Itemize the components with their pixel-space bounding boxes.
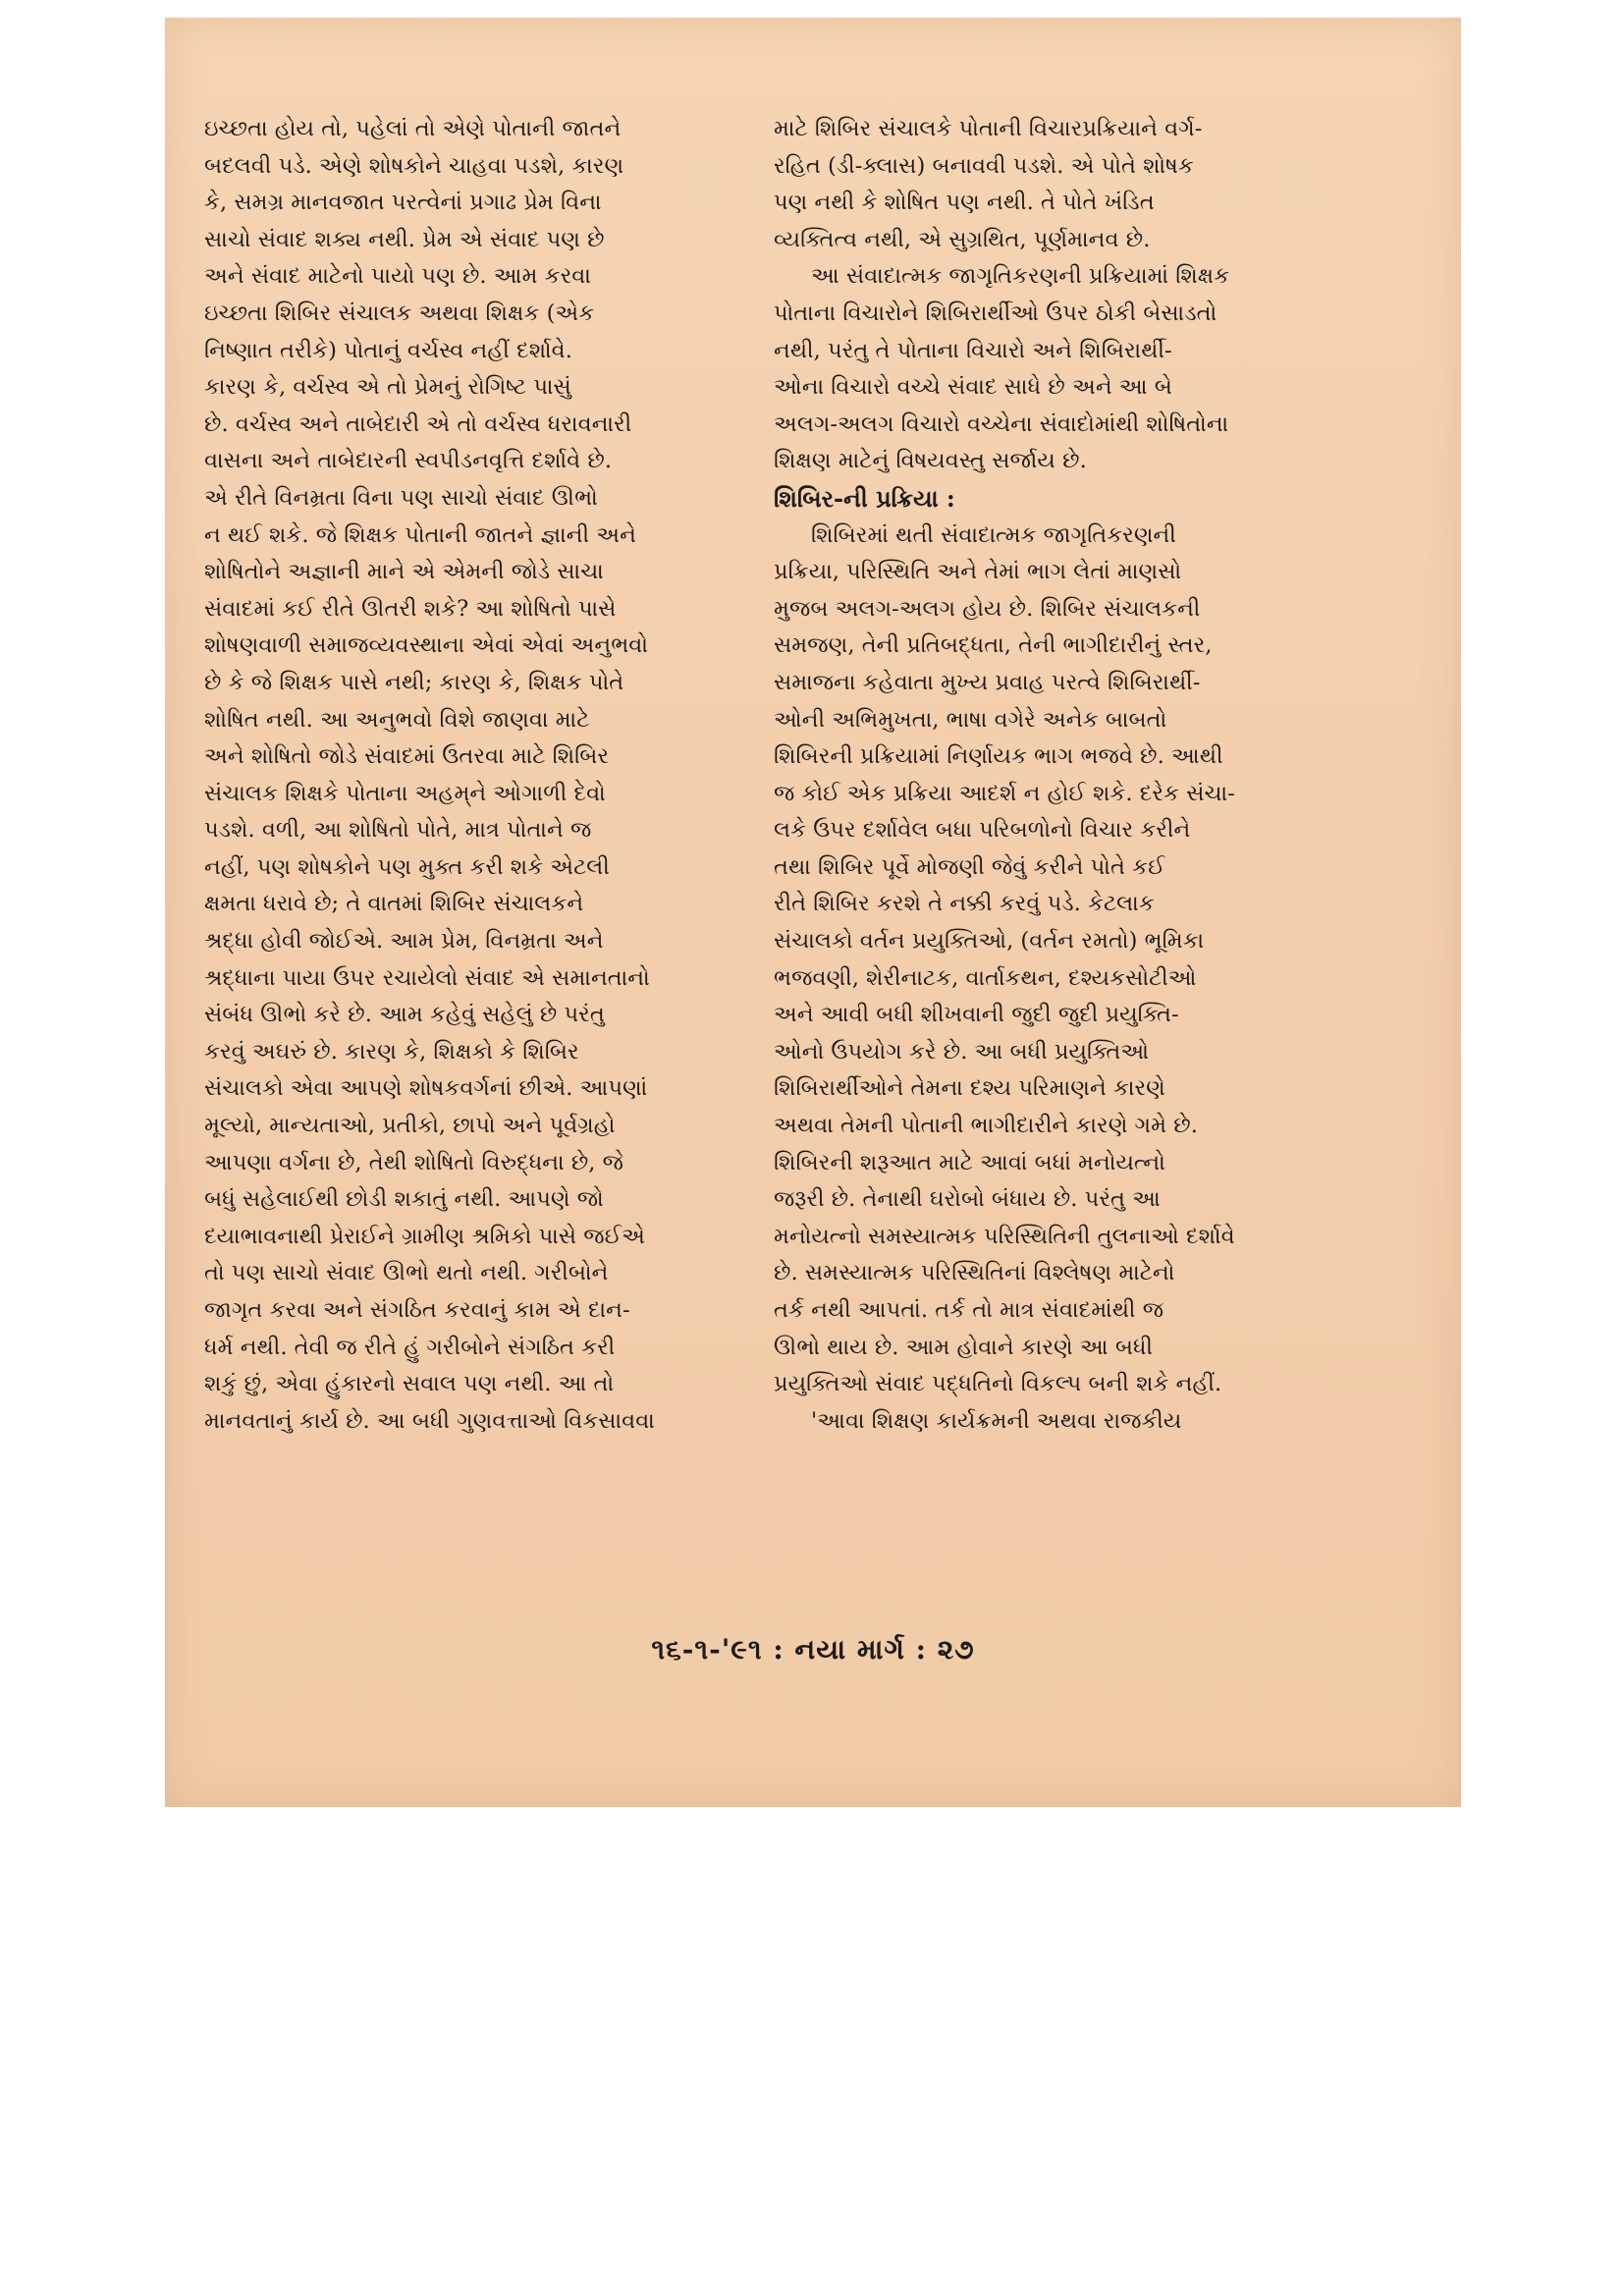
text-line: શિબિરની શરૂઆત માટે આવાં બધાં મનોયત્નો	[774, 1149, 1165, 1175]
text-line: આપણા વર્ગના છે, તેથી શોષિતો વિરુદ્ધના છે, જે	[204, 1149, 624, 1175]
text-line: એ રીતે વિનમ્રતા વિના પણ સાચો સંવાદ ઊભો	[204, 484, 598, 511]
scanned-page	[165, 18, 1461, 1807]
text-line: શોષિત નથી. આ અનુભવો વિશે જાણવા માટે	[204, 706, 590, 733]
text-line: મુજબ અલગ-અલગ હોય છે. શિબિર સંચાલકની	[774, 595, 1201, 622]
text-line: આ સંવાદાત્મક જાગૃતિકરણની પ્રક્રિયામાં શિક્ષક	[811, 263, 1230, 290]
text-line: બધું સહેલાઈથી છોડી શકાતું નથી. આપણે જો	[204, 1186, 604, 1213]
text-line: ઊભો થાય છે. આમ હોવાને કારણે આ બધી	[774, 1334, 1153, 1360]
text-line: પણ નથી કે શોષિત પણ નથી. તે પોતે ખંડિત	[774, 190, 1155, 216]
text-line: શકું છું, એવા હુંકારનો સવાલ પણ નથી. આ તો	[204, 1371, 615, 1397]
text-line: અલગ-અલગ વિચારો વચ્ચેના સંવાદોમાંથી શોષિતોના	[774, 410, 1229, 437]
text-line: સંચાલકો એવા આપણે શોષકવર્ગનાં છીએ. આપણાં	[204, 1075, 648, 1102]
text-line: પોતાના વિચારોને શિબિરાર્થીઓ ઉપર ઠોકી બેસાડતો	[774, 300, 1217, 326]
text-line: પ્રયુક્તિઓ સંવાદ પદ્ધતિનો વિકલ્પ બની શકે નહીં.	[774, 1371, 1222, 1397]
text-line: બદલવી પડે. એણે શોષકોને ચાહવા પડશે, કારણ	[204, 152, 624, 179]
text-line: છે. વર્ચસ્વ અને તાબેદારી એ તો વર્ચસ્વ ધરાવનારી	[204, 410, 632, 437]
text-line: નથી, પરંતુ તે પોતાના વિચારો અને શિબિરાર્થી-	[774, 337, 1172, 363]
text-line: શિબિરમાં થતી સંવાદાત્મક જાગૃતિકરણની	[811, 521, 1176, 548]
text-line: કારણ કે, વર્ચસ્વ એ તો પ્રેમનું રોગિષ્ટ પાસું	[204, 374, 571, 401]
text-line: ઇચ્છતા હોય તો, પહેલાં તો એણે પોતાની જાતને	[204, 116, 622, 141]
text-line: માટે શિબિર સંચાલકે પોતાની વિચારપ્રક્રિયાને વર્ગ-	[774, 116, 1203, 141]
text-line: સંવાદમાં કઈ રીતે ઊતરી શકે? આ શોષિતો પાસે	[204, 595, 617, 622]
text-line: લકે ઉપર દર્શાવેલ બધા પરિબળોનો વિચાર કરીને	[774, 817, 1191, 844]
text-line: કે, સમગ્ર માનવજાત પરત્વેનાં પ્રગાઢ પ્રેમ વિના	[204, 190, 602, 216]
text-line: ઇચ્છતા શિબિર સંચાલક અથવા શિક્ષક (એક	[204, 300, 595, 326]
text-line: તર્ક નથી આપતાં. તર્ક તો માત્ર સંવાદમાંથી જ	[774, 1297, 1164, 1323]
text-line: ક્ષમતા ધરાવે છે; તે વાતમાં શિબિર સંચાલકને	[204, 891, 584, 917]
text-line: ઓના વિચારો વચ્ચે સંવાદ સાધે છે અને આ બે	[774, 374, 1172, 401]
text-line: શોષિતોને અજ્ઞાની માને એ એમની જોડે સાચા	[204, 559, 604, 585]
text-line: શિબિરની પ્રક્રિયામાં નિર્ણાયક ભાગ ભજવે છે. આથી	[774, 743, 1223, 770]
text-line: જરૂરી છે. તેનાથી ઘરોબો બંધાય છે. પરંતુ આ	[774, 1186, 1161, 1213]
text-line: ધર્મ નથી. તેવી જ રીતે હું ગરીબોને સંગઠિત કરી	[204, 1334, 616, 1360]
text-line: છે કે જે શિક્ષક પાસે નથી; કારણ કે, શિક્ષક પોતે	[204, 669, 624, 695]
text-line: સંચાલકો વર્તન પ્રયુક્તિઓ, (વર્તન રમતો) ભૂમિકા	[774, 928, 1205, 955]
page-footer: ૧૬-૧-'૯૧ : નયા માર્ગ : ૨૭	[651, 1633, 975, 1666]
text-line: સમજણ, તેની પ્રતિબદ્ધતા, તેની ભાગીદારીનું સ્તર,	[774, 632, 1213, 659]
text-line: તથા શિબિર પૂર્વે મોજણી જેવું કરીને પોતે કઈ	[774, 853, 1165, 880]
text-line: દયાભાવનાથી પ્રેરાઈને ગ્રામીણ શ્રમિકો પાસે જઈએ	[204, 1223, 645, 1249]
text-line: અથવા તેમની પોતાની ભાગીદારીને કારણે ગમે છે.	[774, 1113, 1198, 1139]
text-line: સાચો સંવાદ શક્ય નથી. પ્રેમ એ સંવાદ પણ છે	[204, 226, 605, 252]
text-line: વાસના અને તાબેદારની સ્વપીડનવૃત્તિ દર્શાવે છે.	[204, 448, 613, 474]
text-line: શિક્ષણ માટેનું વિષયવસ્તુ સર્જાય છે.	[774, 448, 1087, 474]
text-line: કરવું અઘરું છે. કારણ કે, શિક્ષકો કે શિબિર	[204, 1038, 579, 1065]
text-line: ભજવણી, શેરીનાટક, વાર્તાકથન, દશ્યકસોટીઓ	[774, 964, 1197, 991]
text-line: ઓની અભિમુખતા, ભાષા વગેરે અનેક બાબતો	[774, 706, 1167, 733]
text-line: સંચાલક શિક્ષકે પોતાના અહમ્‌ને ઓગાળી દેવો	[204, 780, 606, 806]
text-line: રીતે શિબિર કરશે તે નક્કી કરવું પડે. કેટલાક	[774, 891, 1155, 917]
text-line: અને આવી બધી શીખવાની જુદી જુદી પ્રયુક્તિ-	[774, 1002, 1179, 1028]
text-line: છે. સમસ્યાત્મક પરિસ્થિતિનાં વિશ્લેષણ માટેનો	[774, 1260, 1175, 1286]
text-line: મૂલ્યો, માન્યતાઓ, પ્રતીકો, છાપો અને પૂર્વગ્રહો	[204, 1113, 616, 1139]
text-line: મનોયત્નો સમસ્યાત્મક પરિસ્થિતિની તુલનાઓ દર્શાવે	[774, 1223, 1235, 1249]
text-line: 'આવા શિક્ષણ કાર્યક્રમની અથવા રાજકીય	[811, 1407, 1182, 1434]
section-heading: શિબિર-ની પ્રક્રિયા :	[774, 483, 955, 513]
right-column	[774, 111, 1333, 1440]
text-line: જાગૃત કરવા અને સંગઠિત કરવાનું કામ એ દાન-	[204, 1297, 630, 1323]
text-line: અને શોષિતો જોડે સંવાદમાં ઉતરવા માટે શિબિર	[204, 743, 610, 770]
left-column	[204, 111, 784, 1440]
text-line: નહીં, પણ શોષકોને પણ મુક્ત કરી શકે એટલી	[204, 853, 610, 880]
text-line: અને સંવાદ માટેનો પાયો પણ છે. આમ કરવા	[204, 263, 591, 290]
text-line: પ્રક્રિયા, પરિસ્થિતિ અને તેમાં ભાગ લેતાં માણસો	[774, 559, 1182, 585]
text-line: માનવતાનું કાર્ય છે. આ બધી ગુણવત્તાઓ વિકસાવવા	[204, 1407, 655, 1434]
text-line: નિષ્ણાત તરીકે) પોતાનું વર્ચસ્વ નહીં દર્શાવે.	[204, 337, 572, 363]
text-line: પડશે. વળી, આ શોષિતો પોતે, માત્ર પોતાને જ	[204, 817, 592, 844]
text-line: શોષણવાળી સમાજવ્યવસ્થાના એવાં એવાં અનુભવો	[204, 632, 649, 659]
text-line: સમાજના કહેવાતા મુખ્ય પ્રવાહ પરત્વે શિબિરાર્થી-	[774, 669, 1201, 695]
text-line: ઓનો ઉપયોગ કરે છે. આ બધી પ્રયુક્તિઓ	[774, 1038, 1150, 1065]
text-line: ન થઈ શકે. જે શિક્ષક પોતાની જાતને જ્ઞાની અને	[204, 521, 636, 548]
text-line: સંબંધ ઊભો કરે છે. આમ કહેવું સહેલું છે પરંતુ	[204, 1002, 605, 1028]
text-line: શ્રદ્ધા હોવી જોઈએ. આમ પ્રેમ, વિનમ્રતા અને	[204, 928, 604, 955]
text-line: જ કોઈ એક પ્રક્રિયા આદર્શ ન હોઈ શકે. દરેક સંચા-	[774, 780, 1235, 806]
text-line: તો પણ સાચો સંવાદ ઊભો થતો નથી. ગરીબોને	[204, 1260, 609, 1286]
text-line: વ્યક્તિત્વ નથી, એ સુગ્રથિત, પૂર્ણમાનવ છે.	[774, 226, 1151, 252]
text-line: શિબિરાર્થીઓને તેમના દશ્ય પરિમાણને કારણે	[774, 1075, 1165, 1102]
text-line: રહિત (ડી-ક્લાસ) બનાવવી પડશે. એ પોતે શોષક	[774, 152, 1194, 179]
text-line: શ્રદ્ધાના પાયા ઉપર રચાયેલો સંવાદ એ સમાનતાનો	[204, 964, 650, 991]
